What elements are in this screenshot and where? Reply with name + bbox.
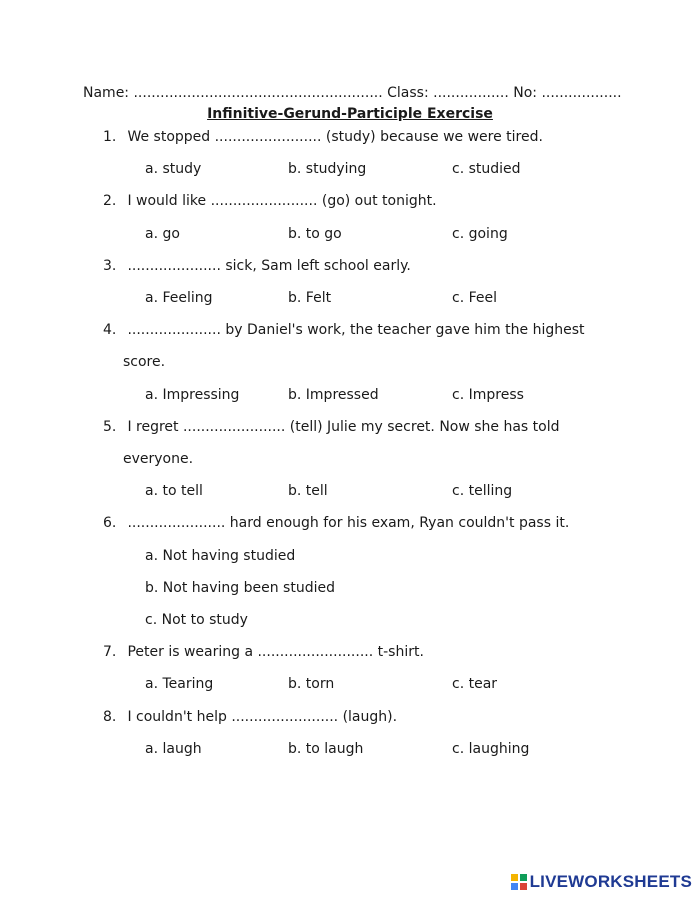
question-text: ...................... hard enough for his exam, Ryan couldn't pass it.: [127, 515, 570, 531]
question-text: I couldn't help ........................ (laugh).: [127, 709, 398, 725]
option-8b[interactable]: b. to laugh: [288, 741, 364, 757]
option-5c[interactable]: c. telling: [452, 483, 513, 499]
option-8c[interactable]: c. laughing: [452, 741, 530, 757]
question-4: [103, 322, 584, 338]
question-number: 8.: [103, 709, 117, 725]
question-text: ..................... by Daniel's work, the teacher gave him the highest: [127, 322, 585, 338]
question-text: ..................... sick, Sam left school early.: [127, 258, 411, 274]
option-5a[interactable]: a. to tell: [145, 483, 203, 499]
question-text: I regret ....................... (tell) Julie my secret. Now she has told: [127, 419, 560, 435]
option-4c[interactable]: c. Impress: [452, 387, 524, 403]
question-number: 6.: [103, 515, 117, 531]
question-number: 3.: [103, 258, 117, 274]
option-2a[interactable]: a. go: [145, 226, 180, 242]
liveworksheets-watermark: [511, 872, 692, 892]
question-text: We stopped ........................ (study) because we were tired.: [127, 129, 543, 145]
question-text: I would like ........................ (go) out tonight.: [127, 193, 437, 209]
option-5b[interactable]: b. tell: [288, 483, 328, 499]
option-6a[interactable]: a. Not having studied: [145, 548, 296, 564]
option-6b[interactable]: b. Not having been studied: [145, 580, 335, 596]
liveworksheets-logo-icon: [511, 874, 527, 890]
option-7c[interactable]: c. tear: [452, 676, 498, 692]
question-5: [103, 419, 560, 435]
option-7a[interactable]: a. Tearing: [145, 676, 214, 692]
question-3: [103, 258, 411, 274]
option-1b[interactable]: b. studying: [288, 161, 367, 177]
question-6: [103, 515, 569, 531]
option-3c[interactable]: c. Feel: [452, 290, 498, 306]
question-number: 7.: [103, 644, 117, 660]
option-4a[interactable]: a. Impressing: [145, 387, 240, 403]
option-6c[interactable]: c. Not to study: [145, 612, 248, 628]
question-number: 5.: [103, 419, 117, 435]
option-1c[interactable]: c. studied: [452, 161, 521, 177]
option-7b[interactable]: b. torn: [288, 676, 335, 692]
worksheet-title: Infinitive-Gerund-Participle Exercise: [207, 106, 493, 122]
question-text: Peter is wearing a .......................... t-shirt.: [127, 644, 424, 660]
option-4b[interactable]: b. Impressed: [288, 387, 379, 403]
option-3a[interactable]: a. Feeling: [145, 290, 213, 306]
option-3b[interactable]: b. Felt: [288, 290, 332, 306]
question-number: 1.: [103, 129, 117, 145]
question-8: [103, 709, 397, 725]
question-number: 4.: [103, 322, 117, 338]
question-5-continuation: everyone.: [123, 451, 194, 467]
question-2: [103, 193, 437, 209]
option-1a[interactable]: a. study: [145, 161, 202, 177]
option-2b[interactable]: b. to go: [288, 226, 342, 242]
question-number: 2.: [103, 193, 117, 209]
question-7: [103, 644, 424, 660]
question-1: [103, 129, 543, 145]
option-8a[interactable]: a. laugh: [145, 741, 202, 757]
watermark-text: LIVEWORKSHEETS: [529, 872, 692, 891]
worksheet-header: Name: ........................................................ Class: ................. No: ..................: [83, 85, 622, 101]
option-2c[interactable]: c. going: [452, 226, 508, 242]
question-4-continuation: score.: [123, 354, 166, 370]
